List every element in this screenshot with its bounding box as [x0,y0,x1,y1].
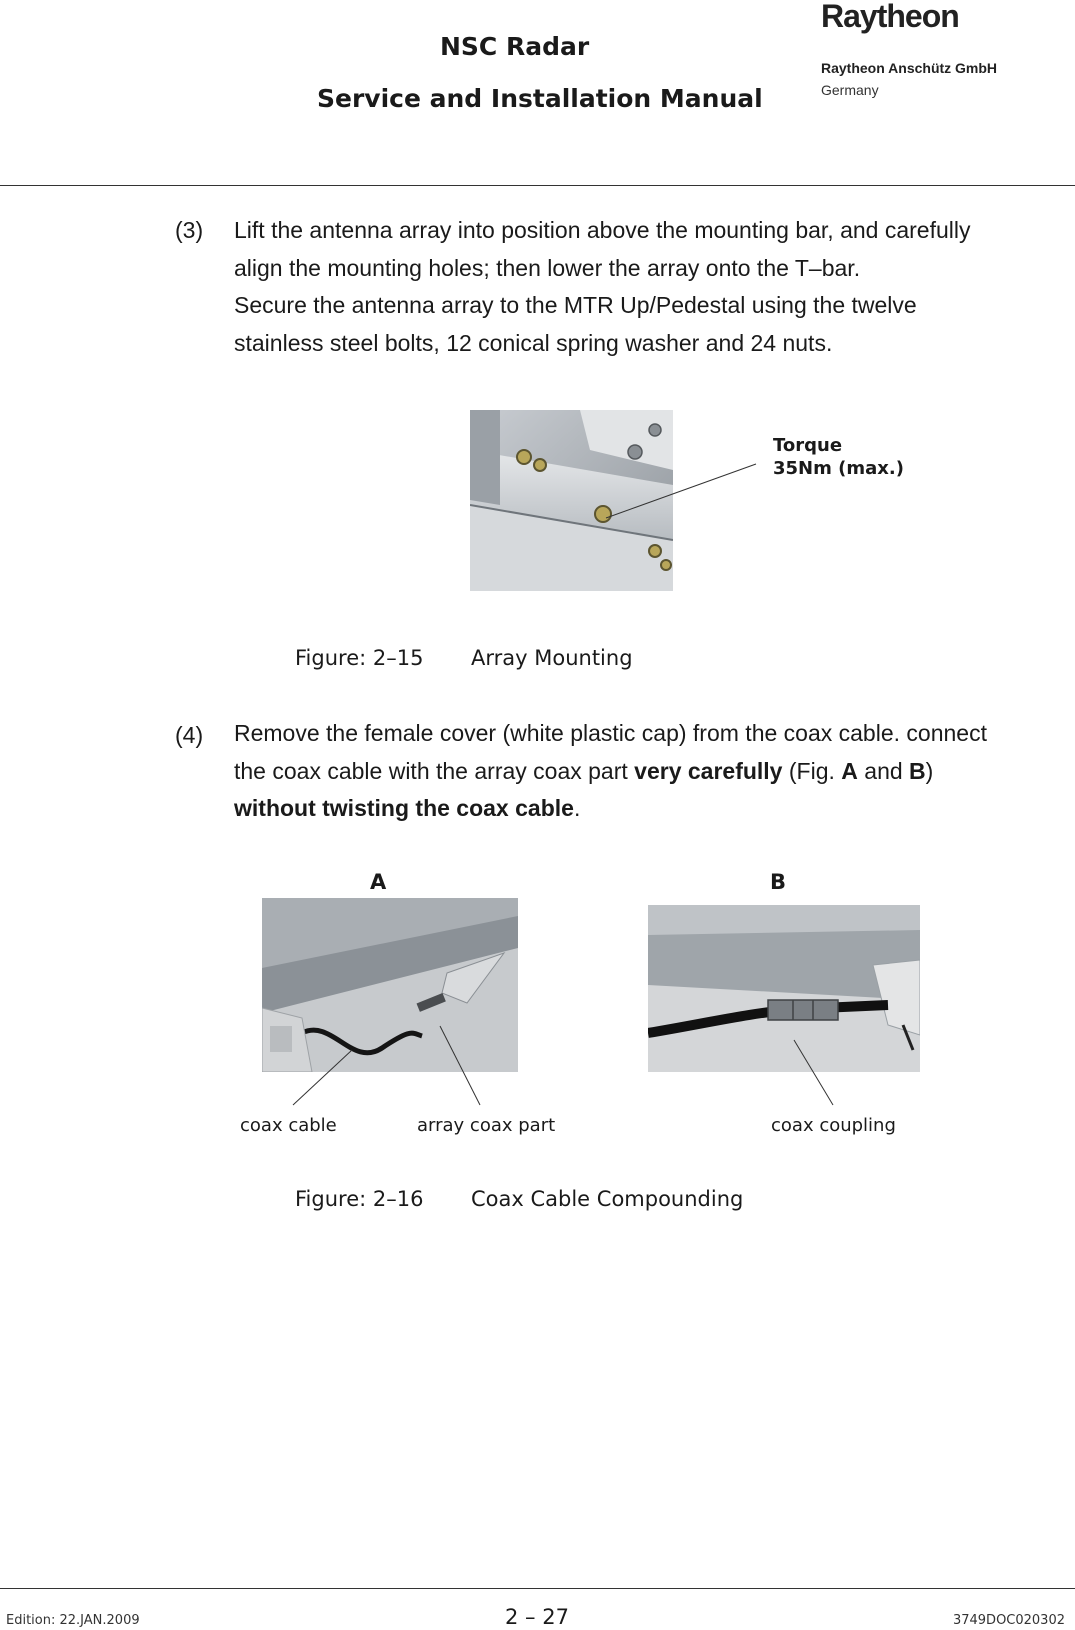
step-number: (4) [175,722,204,748]
step-text-line: the coax cable with the array coax part very carefully (Fig. A and B) [234,757,934,784]
figure-caption-number: Figure: 2–15 [295,646,424,670]
figure-caption-number: Figure: 2–16 [295,1187,424,1211]
step-text-line: Remove the female cover (white plastic cap) from the coax cable. connect [234,720,987,746]
figure-label-a: A [370,870,387,894]
torque-callout [773,434,904,480]
step-3-text [234,212,1044,362]
torque-label: Torque [773,435,843,456]
footer-divider [0,1588,1075,1589]
company-name: Raytheon Anschütz GmbH [821,60,998,76]
figure-caption-title: Array Mounting [471,646,633,670]
edition-date: Edition: 22.JAN.2009 [6,1613,140,1628]
step-text-line: without twisting the coax cable. [234,795,581,821]
callout-array-coax-part: array coax part [417,1115,556,1136]
callout-coax-coupling: coax coupling [771,1115,896,1136]
step-text-line: Lift the antenna array into position above the mounting bar, and carefully [234,217,971,243]
raytheon-logo: Raytheon [821,0,959,34]
coax-callout-lines [280,1020,880,1120]
callout-coax-cable: coax cable [240,1115,337,1136]
figure-caption-title: Coax Cable Compounding [471,1187,744,1211]
document-title: NSC Radar [440,32,590,61]
document-subtitle: Service and Installation Manual [317,84,763,113]
step-4-text [234,715,1064,828]
company-country: Germany [821,82,879,98]
step-text-line: stainless steel bolts, 12 conical spring washer and 24 nuts. [234,329,833,356]
step-text-line: align the mounting holes; then lower the array onto the T–bar. [234,254,861,281]
document-id: 3749DOC020302 [952,1613,1065,1628]
figure-label-b: B [770,870,787,894]
step-number: (3) [175,217,204,243]
step-text-line: Secure the antenna array to the MTR Up/Pedestal using the twelve [234,292,917,318]
page-number: 2 – 27 [505,1605,569,1629]
torque-callout-line [600,460,760,530]
header-divider [0,185,1075,186]
torque-value: 35Nm (max.) [773,458,904,479]
